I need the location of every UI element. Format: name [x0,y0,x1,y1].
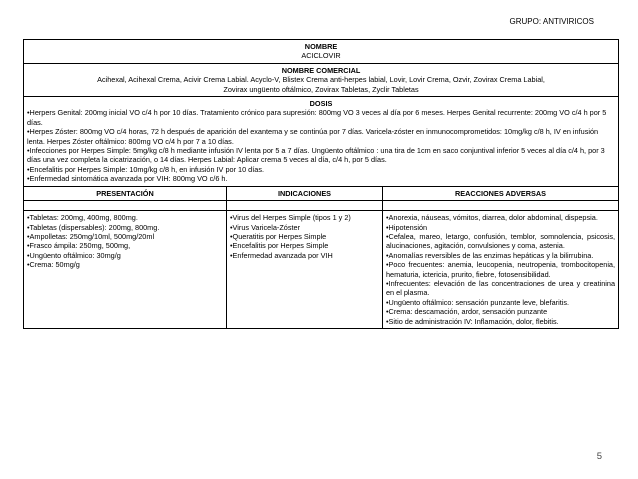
reacciones-item: •Sitio de administración IV: Inflamación, dolor, flebitis. [386,316,559,326]
presentacion-item: •Tabletas (dispersables): 200mg, 800mg. [27,222,160,232]
nombre-comercial-line-2: Zovirax ungüento oftálmico, Zovirax Tabletas, Zyclir Tabletas [223,84,419,94]
reacciones-item: •Poco frecuentes: anemia, leucopenia, neutropenia, trombocitopenia, hematuria, ictericia, prurito, fiebre, fotosensibilidad. [386,260,616,279]
presentacion-item: •Tabletas: 200mg, 400mg, 800mg. [27,213,138,223]
nombre-row [24,40,619,64]
indicaciones-item: •Enfermedad avanzada por VIH [230,250,333,260]
reacciones-item: •Anomalías reversibles de las enzimas hepáticas y la bilirrubina. [386,250,594,260]
reacciones-item: •Crema: descamación, ardor, sensación punzante [386,307,548,317]
reacciones-item: •Cefalea, mareo, letargo, confusión, temblor, somnolencia, psicosis, alucinaciones, agitación, convulsiones y coma, astenia. [386,231,616,251]
nombre-comercial-row [24,63,619,96]
nombre-comercial-cell [24,63,619,96]
presentacion-item: •Ampolletas: 250mg/10ml, 500mg/20ml [27,231,155,241]
presentacion-item: •Crema: 50mg/g [27,260,80,270]
gap-cell [227,201,383,211]
dosis-item: •Herpes Zóster: 800mg VO c/4 horas, 72 h después de aparición del exantema y se continúa por 7 días. Varicela-zóster en inmunocomprometidos: 10mg/kg c/8 h, IV en infusión lenta. Herpes Zóster oftálmico: 800mg VO c/4 h por 7 a 10 días. [27,127,599,146]
dosis-cell [24,97,619,187]
dosis-item: •Enfermedad sintomática avanzada por VIH: 800mg VO c/6 h. [27,174,228,184]
indicaciones-item: •Encefalitis por Herpes Simple [230,241,329,251]
nombre-cell [24,40,619,64]
indicaciones-cell [227,211,383,329]
presentacion-header: PRESENTACIÓN [24,186,227,200]
presentacion-item: •Ungüento oftálmico: 30mg/g [27,250,121,260]
reacciones-item: •Infrecuentes: elevación de las concentraciones de urea y creatinina en el plasma. [386,278,616,298]
nombre-label: NOMBRE [304,42,338,51]
dosis-item: •Infecciones por Herpes Simple: 5mg/kg c/8 h mediante infusión IV lenta por 5 a 7 días. Ungüento oftálmico : una tira de 1cm en saco conjuntival inferior 5 veces al día c/4 h, por 3 días una vez completa la cicatrización, o 14 días. Herpes Labial: Aplicar crema 5 veces al día, c/4 h, por 5 días. [27,146,605,165]
reacciones-item: •Ungüento oftálmico: sensación punzante leve, blefaritis. [386,297,570,307]
gap-row [24,201,619,211]
columns-header-row [24,186,619,200]
dosis-item: •Encefalitis por Herpes Simple: 10mg/kg c/8 h, en infusión IV por 10 días. [27,164,264,174]
presentacion-item: •Frasco ámpila: 250mg, 500mg, [27,241,131,251]
dosis-row [24,97,619,187]
gap-cell [383,201,619,211]
page-number: 5 [596,451,602,462]
group-label: GRUPO: ANTIVIRICOS [509,17,594,26]
columns-content-row [24,211,619,329]
indicaciones-item: •Virus del Herpes Simple (tipos 1 y 2) [230,213,351,223]
indicaciones-item: •Queratitis por Herpes Simple [230,231,327,241]
indicaciones-header: INDICACIONES [227,186,383,200]
dosis-label: DOSIS [309,99,333,109]
dosis-item: •Herpers Genital: 200mg inicial VO c/4 h por 10 días. Tratamiento crónico para supresión: 800mg VO 3 veces al día por 6 meses. Herpes Genital recurrente: 200mg VO c/4 h por 5 días. [27,108,607,127]
nombre-comercial-label: NOMBRE COMERCIAL [281,65,361,75]
indicaciones-item: •Virus Varicela-Zóster [230,222,301,232]
presentacion-cell [24,211,227,329]
reacciones-item: •Anorexia, náuseas, vómitos, diarrea, dolor abdominal, dispepsia. [386,213,598,223]
nombre-comercial-line-1: Acihexal, Acihexal Crema, Acivir Crema Labial. Acyclo-V, Blistex Crema anti-herpes labial, Lovir, Lovir Crema, Ozvir, Zovirax Crema Labial, [97,75,545,85]
reacciones-cell [383,211,619,329]
nombre-value: ACICLOVIR [301,51,341,61]
reacciones-item: •Hipotensión [386,222,428,232]
drug-table [23,39,619,329]
gap-cell [24,201,227,211]
reacciones-header: REACCIONES ADVERSAS [383,186,619,200]
